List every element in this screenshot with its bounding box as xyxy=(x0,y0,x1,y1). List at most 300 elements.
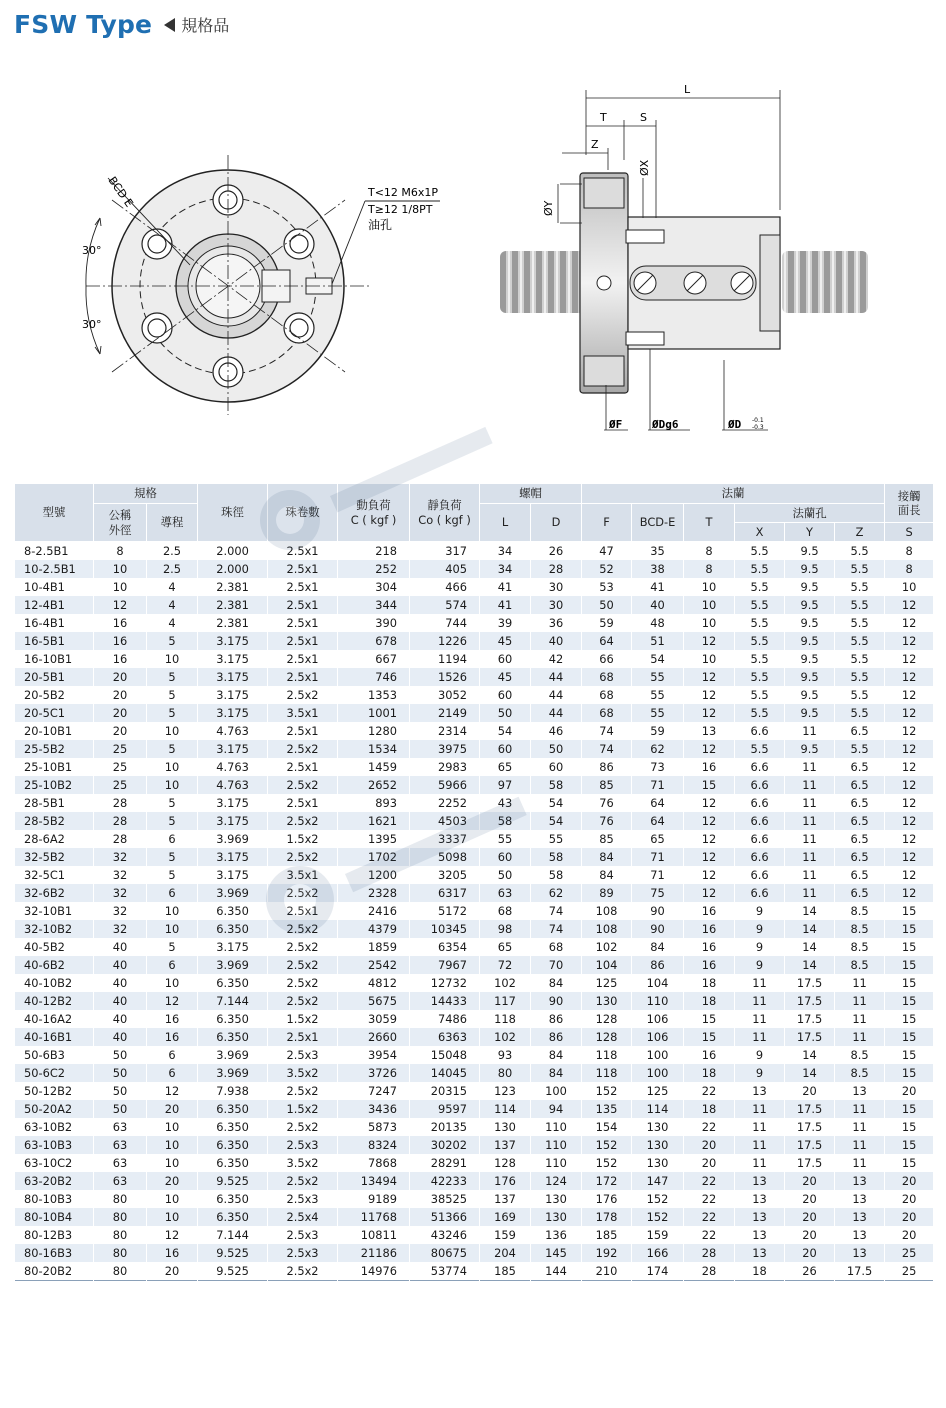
cell-flange-f: 84 xyxy=(582,848,632,866)
cell-bcd-e: 106 xyxy=(632,1028,684,1046)
cell-lead: 5 xyxy=(147,866,198,884)
cell-circuits: 2.5x2 xyxy=(268,956,338,974)
cell-ball-diameter: 6.350 xyxy=(198,902,268,920)
table-row xyxy=(15,776,934,794)
cell-flange-f: 192 xyxy=(582,1244,632,1262)
cell-nut-diameter: 36 xyxy=(531,614,582,632)
cell-static-load: 43246 xyxy=(410,1226,480,1244)
cell-nominal-diameter: 63 xyxy=(94,1136,147,1154)
cell-dynamic-load: 8324 xyxy=(338,1136,410,1154)
cell-hole-x: 6.6 xyxy=(735,866,785,884)
cell-nut-diameter: 145 xyxy=(531,1244,582,1262)
cell-contact-s: 12 xyxy=(885,704,934,722)
cell-hole-y: 14 xyxy=(785,1064,835,1082)
table-row xyxy=(15,1154,934,1172)
cell-contact-s: 12 xyxy=(885,794,934,812)
cell-circuits: 2.5x2 xyxy=(268,920,338,938)
cell-dynamic-load: 252 xyxy=(338,560,410,578)
cell-flange-t: 18 xyxy=(684,1064,735,1082)
cell-ball-diameter: 3.175 xyxy=(198,740,268,758)
cell-dynamic-load: 304 xyxy=(338,578,410,596)
cell-nut-length: 63 xyxy=(480,884,531,902)
table-row xyxy=(15,578,934,596)
cell-static-load: 4503 xyxy=(410,812,480,830)
cell-bcd-e: 110 xyxy=(632,992,684,1010)
cell-dynamic-load: 667 xyxy=(338,650,410,668)
cell-lead: 5 xyxy=(147,794,198,812)
cell-hole-x: 5.5 xyxy=(735,704,785,722)
cell-contact-s: 12 xyxy=(885,758,934,776)
cell-ball-diameter: 6.350 xyxy=(198,1118,268,1136)
cell-flange-t: 15 xyxy=(684,1028,735,1046)
cell-static-load: 51366 xyxy=(410,1208,480,1226)
cell-static-load: 3052 xyxy=(410,686,480,704)
cell-lead: 5 xyxy=(147,632,198,650)
cell-nut-length: 34 xyxy=(480,542,531,561)
cell-ball-diameter: 6.350 xyxy=(198,920,268,938)
cell-dynamic-load: 344 xyxy=(338,596,410,614)
cell-circuits: 2.5x1 xyxy=(268,758,338,776)
cell-static-load: 1526 xyxy=(410,668,480,686)
cell-nut-diameter: 130 xyxy=(531,1208,582,1226)
table-row xyxy=(15,1064,934,1082)
cell-hole-y: 11 xyxy=(785,866,835,884)
cell-contact-s: 12 xyxy=(885,668,934,686)
header-S: S xyxy=(885,523,934,542)
cell-dynamic-load: 1534 xyxy=(338,740,410,758)
cell-flange-f: 64 xyxy=(582,632,632,650)
cell-bcd-e: 59 xyxy=(632,722,684,740)
cell-flange-f: 152 xyxy=(582,1154,632,1172)
cell-nominal-diameter: 8 xyxy=(94,542,147,561)
cell-flange-t: 12 xyxy=(684,812,735,830)
cell-nominal-diameter: 80 xyxy=(94,1208,147,1226)
cell-bcd-e: 147 xyxy=(632,1172,684,1190)
cell-dynamic-load: 5873 xyxy=(338,1118,410,1136)
cell-hole-x: 6.6 xyxy=(735,722,785,740)
table-row xyxy=(15,650,934,668)
cell-static-load: 42233 xyxy=(410,1172,480,1190)
cell-dynamic-load: 7247 xyxy=(338,1082,410,1100)
cell-nut-diameter: 30 xyxy=(531,578,582,596)
cell-ball-diameter: 6.350 xyxy=(198,1154,268,1172)
cell-nut-length: 185 xyxy=(480,1262,531,1281)
cell-circuits: 2.5x1 xyxy=(268,668,338,686)
cell-static-load: 317 xyxy=(410,542,480,561)
cell-ball-diameter: 3.175 xyxy=(198,866,268,884)
table-row xyxy=(15,956,934,974)
cell-dynamic-load: 1353 xyxy=(338,686,410,704)
cell-nominal-diameter: 25 xyxy=(94,758,147,776)
cell-flange-t: 12 xyxy=(684,632,735,650)
cell-hole-y: 20 xyxy=(785,1172,835,1190)
cell-hole-z: 5.5 xyxy=(835,560,885,578)
cell-circuits: 2.5x2 xyxy=(268,1262,338,1281)
cell-bcd-e: 40 xyxy=(632,596,684,614)
cell-model: 25-10B2 xyxy=(15,776,94,794)
header-BCDE: BCD-E xyxy=(632,504,684,542)
cell-nut-length: 204 xyxy=(480,1244,531,1262)
cell-flange-t: 22 xyxy=(684,1190,735,1208)
cell-dynamic-load: 2416 xyxy=(338,902,410,920)
cell-dynamic-load: 10811 xyxy=(338,1226,410,1244)
cell-model: 40-5B2 xyxy=(15,938,94,956)
cell-hole-x: 9 xyxy=(735,1046,785,1064)
cell-dynamic-load: 893 xyxy=(338,794,410,812)
cell-nut-length: 128 xyxy=(480,1154,531,1172)
header-hole: 法蘭孔 xyxy=(735,504,885,523)
cell-hole-y: 20 xyxy=(785,1082,835,1100)
cell-nut-diameter: 110 xyxy=(531,1136,582,1154)
header-Y: Y xyxy=(785,523,835,542)
cell-dynamic-load: 1395 xyxy=(338,830,410,848)
cell-hole-y: 11 xyxy=(785,776,835,794)
cell-bcd-e: 130 xyxy=(632,1118,684,1136)
cell-model: 16-4B1 xyxy=(15,614,94,632)
cell-static-load: 574 xyxy=(410,596,480,614)
cell-model: 50-6B3 xyxy=(15,1046,94,1064)
cell-contact-s: 8 xyxy=(885,542,934,561)
cell-flange-t: 13 xyxy=(684,722,735,740)
cell-dynamic-load: 2660 xyxy=(338,1028,410,1046)
cell-flange-t: 10 xyxy=(684,596,735,614)
dim-Y: ØY xyxy=(542,200,555,216)
cell-model: 80-10B4 xyxy=(15,1208,94,1226)
cell-flange-t: 22 xyxy=(684,1172,735,1190)
cell-contact-s: 25 xyxy=(885,1244,934,1262)
cell-hole-z: 6.5 xyxy=(835,884,885,902)
cell-nut-diameter: 42 xyxy=(531,650,582,668)
cell-circuits: 3.5x1 xyxy=(268,704,338,722)
cell-hole-x: 9 xyxy=(735,1064,785,1082)
cell-dynamic-load: 3726 xyxy=(338,1064,410,1082)
cell-circuits: 1.5x2 xyxy=(268,830,338,848)
cell-flange-t: 16 xyxy=(684,1046,735,1064)
cell-bcd-e: 84 xyxy=(632,938,684,956)
cell-nut-length: 80 xyxy=(480,1064,531,1082)
cell-dynamic-load: 218 xyxy=(338,542,410,561)
cell-model: 63-20B2 xyxy=(15,1172,94,1190)
cell-lead: 10 xyxy=(147,758,198,776)
cell-flange-t: 22 xyxy=(684,1226,735,1244)
cell-ball-diameter: 6.350 xyxy=(198,974,268,992)
cell-nut-diameter: 86 xyxy=(531,1010,582,1028)
cell-contact-s: 15 xyxy=(885,920,934,938)
header-circuits: 珠卷數 xyxy=(268,484,338,542)
cell-hole-z: 11 xyxy=(835,1136,885,1154)
cell-nut-length: 118 xyxy=(480,1010,531,1028)
cell-circuits: 2.5x3 xyxy=(268,1190,338,1208)
cell-contact-s: 15 xyxy=(885,1028,934,1046)
cell-nut-diameter: 40 xyxy=(531,632,582,650)
cell-flange-f: 74 xyxy=(582,722,632,740)
cell-contact-s: 12 xyxy=(885,650,934,668)
cell-model: 10-2.5B1 xyxy=(15,560,94,578)
cell-hole-z: 11 xyxy=(835,1100,885,1118)
cell-lead: 10 xyxy=(147,650,198,668)
tap-label-2: T≥12 1/8PT xyxy=(368,203,433,216)
cell-ball-diameter: 7.938 xyxy=(198,1082,268,1100)
cell-model: 20-5B2 xyxy=(15,686,94,704)
table-row xyxy=(15,1262,934,1281)
cell-static-load: 2252 xyxy=(410,794,480,812)
cell-hole-x: 11 xyxy=(735,974,785,992)
cell-nominal-diameter: 10 xyxy=(94,560,147,578)
cell-hole-y: 9.5 xyxy=(785,578,835,596)
cell-bcd-e: 71 xyxy=(632,776,684,794)
cell-flange-t: 12 xyxy=(684,830,735,848)
cell-hole-z: 6.5 xyxy=(835,776,885,794)
table-row xyxy=(15,920,934,938)
cell-static-load: 80675 xyxy=(410,1244,480,1262)
cell-hole-z: 8.5 xyxy=(835,938,885,956)
cell-circuits: 2.5x2 xyxy=(268,776,338,794)
cell-ball-diameter: 2.381 xyxy=(198,614,268,632)
cell-hole-x: 18 xyxy=(735,1262,785,1281)
cell-ball-diameter: 7.144 xyxy=(198,992,268,1010)
cell-nut-diameter: 28 xyxy=(531,560,582,578)
cell-model: 80-10B3 xyxy=(15,1190,94,1208)
cell-static-load: 38525 xyxy=(410,1190,480,1208)
cell-nominal-diameter: 28 xyxy=(94,794,147,812)
cell-flange-f: 68 xyxy=(582,686,632,704)
cell-flange-f: 176 xyxy=(582,1190,632,1208)
specification-table xyxy=(14,483,934,1281)
cell-flange-f: 104 xyxy=(582,956,632,974)
table-body xyxy=(15,542,934,1281)
cell-flange-f: 135 xyxy=(582,1100,632,1118)
dim-Z: Z xyxy=(591,138,599,151)
cell-lead: 20 xyxy=(147,1100,198,1118)
header-D: D xyxy=(531,504,582,542)
cell-lead: 5 xyxy=(147,740,198,758)
cell-hole-x: 13 xyxy=(735,1208,785,1226)
cell-nominal-diameter: 32 xyxy=(94,866,147,884)
cell-bcd-e: 38 xyxy=(632,560,684,578)
cell-nominal-diameter: 80 xyxy=(94,1244,147,1262)
cell-contact-s: 8 xyxy=(885,560,934,578)
cell-ball-diameter: 3.969 xyxy=(198,956,268,974)
cell-hole-z: 5.5 xyxy=(835,686,885,704)
cell-bcd-e: 90 xyxy=(632,902,684,920)
cell-flange-f: 59 xyxy=(582,614,632,632)
cell-flange-t: 10 xyxy=(684,614,735,632)
cell-contact-s: 12 xyxy=(885,848,934,866)
cell-nominal-diameter: 25 xyxy=(94,740,147,758)
cell-contact-s: 20 xyxy=(885,1226,934,1244)
cell-flange-f: 85 xyxy=(582,830,632,848)
cell-hole-x: 6.6 xyxy=(735,812,785,830)
cell-hole-y: 20 xyxy=(785,1190,835,1208)
dim-Dg6: ØDg6 xyxy=(652,418,679,431)
header-flange: 法蘭 xyxy=(582,484,885,504)
header-X: X xyxy=(735,523,785,542)
cell-ball-diameter: 4.763 xyxy=(198,722,268,740)
cell-flange-t: 20 xyxy=(684,1154,735,1172)
cell-hole-z: 6.5 xyxy=(835,866,885,884)
cell-hole-z: 8.5 xyxy=(835,1046,885,1064)
cell-model: 80-20B2 xyxy=(15,1262,94,1281)
cell-ball-diameter: 6.350 xyxy=(198,1028,268,1046)
cell-contact-s: 12 xyxy=(885,596,934,614)
cell-hole-x: 9 xyxy=(735,902,785,920)
cell-contact-s: 20 xyxy=(885,1208,934,1226)
cell-hole-y: 11 xyxy=(785,758,835,776)
cell-hole-x: 13 xyxy=(735,1244,785,1262)
cell-bcd-e: 130 xyxy=(632,1154,684,1172)
cell-flange-t: 12 xyxy=(684,668,735,686)
cell-hole-z: 5.5 xyxy=(835,668,885,686)
cell-circuits: 2.5x2 xyxy=(268,884,338,902)
cell-model: 40-16A2 xyxy=(15,1010,94,1028)
cell-dynamic-load: 1859 xyxy=(338,938,410,956)
cell-dynamic-load: 1280 xyxy=(338,722,410,740)
cell-bcd-e: 100 xyxy=(632,1064,684,1082)
cell-model: 40-6B2 xyxy=(15,956,94,974)
cell-flange-t: 10 xyxy=(684,650,735,668)
cell-ball-diameter: 4.763 xyxy=(198,776,268,794)
cell-model: 63-10B3 xyxy=(15,1136,94,1154)
cell-flange-f: 118 xyxy=(582,1064,632,1082)
cell-circuits: 3.5x2 xyxy=(268,1154,338,1172)
cell-hole-x: 6.6 xyxy=(735,848,785,866)
cell-flange-t: 22 xyxy=(684,1118,735,1136)
cell-circuits: 2.5x1 xyxy=(268,596,338,614)
cell-nut-diameter: 44 xyxy=(531,704,582,722)
cell-hole-y: 9.5 xyxy=(785,650,835,668)
cell-circuits: 2.5x2 xyxy=(268,812,338,830)
cell-nut-diameter: 68 xyxy=(531,938,582,956)
page-title: FSW Type xyxy=(14,10,153,39)
cell-circuits: 2.5x2 xyxy=(268,1118,338,1136)
cell-static-load: 466 xyxy=(410,578,480,596)
cell-nut-length: 60 xyxy=(480,740,531,758)
cell-nut-length: 130 xyxy=(480,1118,531,1136)
cell-nut-diameter: 130 xyxy=(531,1190,582,1208)
table-row xyxy=(15,560,934,578)
cell-hole-y: 9.5 xyxy=(785,704,835,722)
cell-flange-t: 12 xyxy=(684,866,735,884)
cell-flange-t: 18 xyxy=(684,992,735,1010)
cell-flange-f: 108 xyxy=(582,920,632,938)
table-row xyxy=(15,1226,934,1244)
cell-hole-y: 9.5 xyxy=(785,596,835,614)
table-row xyxy=(15,1100,934,1118)
cell-flange-t: 12 xyxy=(684,704,735,722)
cell-static-load: 30202 xyxy=(410,1136,480,1154)
cell-circuits: 1.5x2 xyxy=(268,1100,338,1118)
cell-nominal-diameter: 32 xyxy=(94,920,147,938)
cell-static-load: 10345 xyxy=(410,920,480,938)
cell-nut-length: 114 xyxy=(480,1100,531,1118)
cell-nut-diameter: 58 xyxy=(531,776,582,794)
cell-hole-x: 11 xyxy=(735,1154,785,1172)
header-dynamic-load: 動負荷 C ( kgf ) xyxy=(338,484,410,542)
cell-lead: 12 xyxy=(147,992,198,1010)
cell-model: 25-5B2 xyxy=(15,740,94,758)
cell-circuits: 2.5x2 xyxy=(268,938,338,956)
cell-static-load: 7486 xyxy=(410,1010,480,1028)
cell-model: 32-10B1 xyxy=(15,902,94,920)
cell-static-load: 20315 xyxy=(410,1082,480,1100)
cell-lead: 20 xyxy=(147,1262,198,1281)
cell-contact-s: 15 xyxy=(885,1100,934,1118)
cell-flange-t: 16 xyxy=(684,902,735,920)
cell-hole-x: 11 xyxy=(735,1136,785,1154)
cell-flange-t: 16 xyxy=(684,956,735,974)
cell-flange-f: 154 xyxy=(582,1118,632,1136)
cell-hole-z: 8.5 xyxy=(835,1064,885,1082)
cell-nut-length: 60 xyxy=(480,848,531,866)
cell-nominal-diameter: 32 xyxy=(94,884,147,902)
cell-ball-diameter: 3.175 xyxy=(198,650,268,668)
cell-lead: 5 xyxy=(147,848,198,866)
cell-flange-f: 52 xyxy=(582,560,632,578)
cell-hole-z: 6.5 xyxy=(835,758,885,776)
cell-hole-x: 6.6 xyxy=(735,758,785,776)
header-L: L xyxy=(480,504,531,542)
cell-nut-diameter: 144 xyxy=(531,1262,582,1281)
cell-nominal-diameter: 20 xyxy=(94,722,147,740)
cell-static-load: 14045 xyxy=(410,1064,480,1082)
cell-ball-diameter: 2.381 xyxy=(198,578,268,596)
cell-circuits: 2.5x2 xyxy=(268,974,338,992)
cell-lead: 4 xyxy=(147,578,198,596)
cell-flange-t: 15 xyxy=(684,776,735,794)
header-contact: 接觸 面長 xyxy=(885,484,934,523)
cell-hole-z: 8.5 xyxy=(835,956,885,974)
cell-hole-x: 6.6 xyxy=(735,830,785,848)
cell-lead: 6 xyxy=(147,1064,198,1082)
cell-contact-s: 20 xyxy=(885,1082,934,1100)
table-row xyxy=(15,1082,934,1100)
cell-bcd-e: 100 xyxy=(632,1046,684,1064)
cell-static-load: 20135 xyxy=(410,1118,480,1136)
cell-hole-y: 11 xyxy=(785,812,835,830)
cell-model: 28-5B2 xyxy=(15,812,94,830)
cell-nut-length: 60 xyxy=(480,686,531,704)
dim-D-tol-bottom: -0.3 xyxy=(752,424,764,431)
cell-bcd-e: 71 xyxy=(632,866,684,884)
cell-ball-diameter: 2.381 xyxy=(198,596,268,614)
cell-flange-t: 8 xyxy=(684,542,735,561)
cell-contact-s: 15 xyxy=(885,1046,934,1064)
cell-flange-t: 12 xyxy=(684,884,735,902)
cell-dynamic-load: 1702 xyxy=(338,848,410,866)
cell-ball-diameter: 3.175 xyxy=(198,704,268,722)
cell-bcd-e: 90 xyxy=(632,920,684,938)
cell-hole-y: 9.5 xyxy=(785,632,835,650)
cell-lead: 6 xyxy=(147,884,198,902)
cell-dynamic-load: 1459 xyxy=(338,758,410,776)
cell-bcd-e: 86 xyxy=(632,956,684,974)
cell-hole-y: 17.5 xyxy=(785,1010,835,1028)
cell-nut-diameter: 136 xyxy=(531,1226,582,1244)
side-view xyxy=(500,90,868,430)
cell-nominal-diameter: 63 xyxy=(94,1154,147,1172)
cell-nut-length: 43 xyxy=(480,794,531,812)
cell-flange-f: 102 xyxy=(582,938,632,956)
cell-ball-diameter: 9.525 xyxy=(198,1172,268,1190)
header-nut: 螺帽 xyxy=(480,484,582,504)
page-header xyxy=(14,10,229,39)
cell-flange-f: 76 xyxy=(582,812,632,830)
cell-model: 16-5B1 xyxy=(15,632,94,650)
cell-contact-s: 12 xyxy=(885,812,934,830)
cell-hole-z: 13 xyxy=(835,1226,885,1244)
cell-hole-z: 5.5 xyxy=(835,650,885,668)
cell-dynamic-load: 1200 xyxy=(338,866,410,884)
